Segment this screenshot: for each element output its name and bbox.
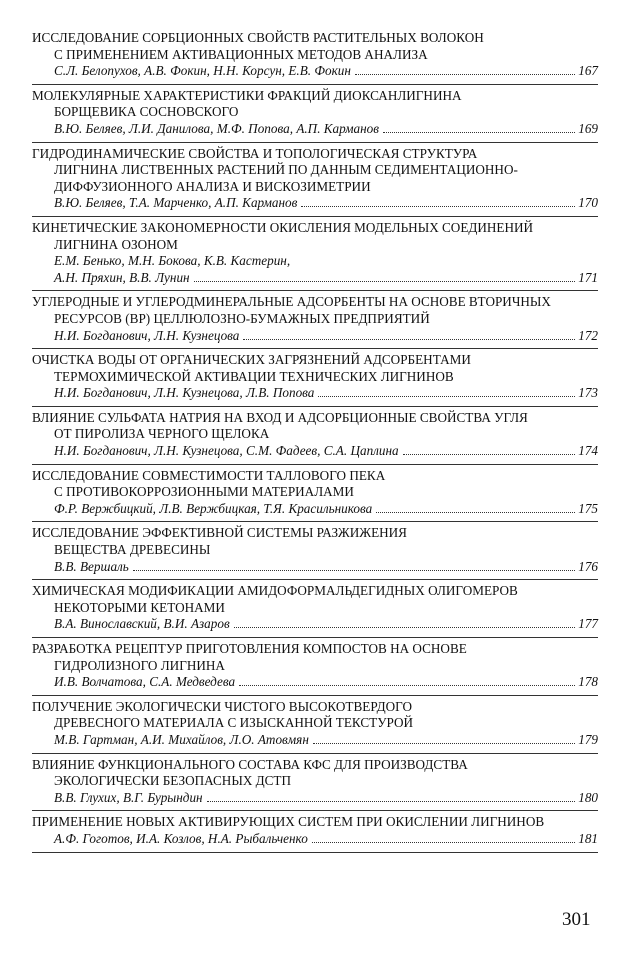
- table-of-contents: [32, 27, 598, 853]
- entry-title-line: НЕКОТОРЫМИ КЕТОНАМИ: [54, 599, 225, 615]
- dot-leader: [301, 205, 575, 207]
- entry-title: [32, 525, 598, 558]
- entry-title-line: ЛИГНИНА ЛИСТВЕННЫХ РАСТЕНИЙ ПО ДАННЫМ СЕДИМЕНТАЦИОННО-: [54, 162, 518, 178]
- entry-title-line: ОТ ПИРОЛИЗА ЧЕРНОГО ЩЕЛОКА: [54, 426, 270, 442]
- entry-page-number: 177: [578, 616, 598, 632]
- entry-page-number: 176: [578, 558, 598, 574]
- entry-title-line: ИССЛЕДОВАНИЕ СОВМЕСТИМОСТИ ТАЛЛОВОГО ПЕКА: [32, 467, 386, 483]
- entry-authors: Е.М. Бенько, М.Н. Бокова, К.В. Кастерин,: [54, 253, 291, 269]
- entry-title: [32, 220, 598, 253]
- toc-entry: [32, 754, 598, 812]
- entry-title: [32, 757, 598, 790]
- entry-page-number: 181: [578, 830, 598, 846]
- entry-authors: А.Н. Пряхин, В.В. Лунин: [54, 269, 190, 285]
- entry-authors: В.В. Глухих, В.Г. Бурындин: [54, 789, 203, 805]
- dot-leader: [318, 395, 575, 397]
- entry-page-number: 173: [578, 385, 598, 401]
- dot-leader: [313, 742, 575, 744]
- entry-page-number: 175: [578, 500, 598, 516]
- entry-title-line: ВЕЩЕСТВА ДРЕВЕСИНЫ: [54, 542, 211, 558]
- entry-authors: С.Л. Белопухов, А.В. Фокин, Н.Н. Корсун, Е.В. Фокин: [54, 63, 351, 79]
- entry-title: [32, 468, 598, 501]
- entry-title-line: ИССЛЕДОВАНИЕ ЭФФЕКТИВНОЙ СИСТЕМЫ РАЗЖИЖЕНИЯ: [32, 525, 407, 541]
- entry-title-line: ТЕРМОХИМИЧЕСКОЙ АКТИВАЦИИ ТЕХНИЧЕСКИХ ЛИГНИНОВ: [54, 368, 454, 384]
- toc-entry: [32, 27, 598, 85]
- entry-page-number: 167: [578, 63, 598, 79]
- toc-entry: [32, 217, 598, 291]
- entry-title: [32, 88, 598, 121]
- entry-title-line: ХИМИЧЕСКАЯ МОДИФИКАЦИИ АМИДОФОРМАЛЬДЕГИДНЫХ ОЛИГОМЕРОВ: [32, 583, 518, 599]
- dot-leader: [355, 73, 575, 75]
- toc-entry: [32, 696, 598, 754]
- entry-title: [32, 294, 598, 327]
- entry-title-line: ГИДРОДИНАМИЧЕСКИЕ СВОЙСТВА И ТОПОЛОГИЧЕСКАЯ СТРУКТУРА: [32, 145, 478, 161]
- entry-authors: В.Ю. Беляев, Т.А. Марченко, А.П. Карманов: [54, 195, 298, 211]
- dot-leader: [239, 684, 575, 686]
- dot-leader: [194, 280, 576, 282]
- entry-title-line: ВЛИЯНИЕ СУЛЬФАТА НАТРИЯ НА ВХОД И АДСОРБЦИОННЫЕ СВОЙСТВА УГЛЯ: [32, 409, 528, 425]
- entry-authors: А.Ф. Гоготов, И.А. Козлов, Н.А. Рыбальченко: [54, 830, 308, 846]
- dot-leader: [133, 569, 575, 571]
- toc-entry: [32, 407, 598, 465]
- entry-page-number: 180: [578, 789, 598, 805]
- entry-title-line: С ПРИМЕНЕНИЕМ АКТИВАЦИОННЫХ МЕТОДОВ АНАЛИЗА: [54, 46, 428, 62]
- toc-entry: [32, 522, 598, 580]
- entry-authors: И.В. Волчатова, С.А. Медведева: [54, 674, 236, 690]
- dot-leader: [243, 338, 575, 340]
- dot-leader: [312, 841, 575, 843]
- toc-entry: [32, 580, 598, 638]
- entry-title: [32, 583, 598, 616]
- entry-page-number: 178: [578, 674, 598, 690]
- dot-leader: [403, 453, 576, 455]
- toc-entry: [32, 811, 598, 852]
- entry-title-line: УГЛЕРОДНЫЕ И УГЛЕРОДМИНЕРАЛЬНЫЕ АДСОРБЕНТЫ НА ОСНОВЕ ВТОРИЧНЫХ: [32, 294, 551, 310]
- entry-authors: В.Ю. Беляев, Л.И. Данилова, М.Ф. Попова, А.П. Карманов: [54, 120, 379, 136]
- entry-title-line: ИССЛЕДОВАНИЕ СОРБЦИОННЫХ СВОЙСТВ РАСТИТЕЛЬНЫХ ВОЛОКОН: [32, 30, 484, 45]
- dot-leader: [207, 800, 576, 802]
- page-number: 301: [562, 909, 591, 930]
- entry-authors: Н.И. Богданович, Л.Н. Кузнецова, Л.В. Попова: [54, 385, 315, 401]
- entry-title: [32, 410, 598, 443]
- entry-page-number: 171: [578, 269, 598, 285]
- entry-authors: В.В. Вершаль: [54, 558, 129, 574]
- toc-entry: [32, 349, 598, 407]
- toc-entry: [32, 85, 598, 143]
- entry-page-number: 172: [578, 327, 598, 343]
- entry-title-line: БОРЩЕВИКА СОСНОВСКОГО: [54, 104, 239, 120]
- entry-title-line: ПОЛУЧЕНИЕ ЭКОЛОГИЧЕСКИ ЧИСТОГО ВЫСОКОТВЕРДОГО: [32, 698, 412, 714]
- entry-title-line: МОЛЕКУЛЯРНЫЕ ХАРАКТЕРИСТИКИ ФРАКЦИЙ ДИОКСАНЛИГНИНА: [32, 87, 462, 103]
- entry-authors: В.А. Винославский, В.И. Азаров: [54, 616, 230, 632]
- entry-title: [32, 30, 598, 63]
- entry-authors: Н.И. Богданович, Л.Н. Кузнецова, С.М. Фадеев, С.А. Цаплина: [54, 443, 399, 459]
- entry-title: [32, 641, 598, 674]
- entry-title-line: ВЛИЯНИЕ ФУНКЦИОНАЛЬНОГО СОСТАВА КФС ДЛЯ ПРОИЗВОДСТВА: [32, 756, 468, 772]
- dot-leader: [383, 131, 575, 133]
- entry-title-line: С ПРОТИВОКОРРОЗИОННЫМИ МАТЕРИАЛАМИ: [54, 484, 354, 500]
- entry-title: [32, 699, 598, 732]
- entry-authors: Ф.Р. Вержбицкий, Л.В. Вержбицкая, Т.Я. Красильникова: [54, 500, 373, 516]
- toc-entry: [32, 291, 598, 349]
- toc-entry: [32, 638, 598, 696]
- entry-page-number: 170: [578, 195, 598, 211]
- entry-title-line: ДИФФУЗИОННОГО АНАЛИЗА И ВИСКОЗИМЕТРИИ: [54, 178, 371, 194]
- entry-title-line: ЭКОЛОГИЧЕСКИ БЕЗОПАСНЫХ ДСТП: [54, 773, 292, 789]
- entry-page-number: 169: [578, 120, 598, 136]
- entry-title-line: ДРЕВЕСНОГО МАТЕРИАЛА С ИЗЫСКАННОЙ ТЕКСТУРОЙ: [54, 715, 414, 731]
- entry-title-line: ОЧИСТКА ВОДЫ ОТ ОРГАНИЧЕСКИХ ЗАГРЯЗНЕНИЙ АДСОРБЕНТАМИ: [32, 352, 471, 368]
- entry-title: [32, 814, 598, 831]
- entry-title-line: ПРИМЕНЕНИЕ НОВЫХ АКТИВИРУЮЩИХ СИСТЕМ ПРИ ОКИСЛЕНИИ ЛИГНИНОВ: [32, 814, 545, 830]
- dot-leader: [376, 511, 575, 513]
- entry-title-line: ЛИГНИНА ОЗОНОМ: [54, 236, 178, 252]
- entry-authors: М.В. Гартман, А.И. Михайлов, Л.О. Атовмян: [54, 731, 309, 747]
- entry-title: [32, 146, 598, 196]
- entry-authors: Н.И. Богданович, Л.Н. Кузнецова: [54, 327, 240, 343]
- entry-page-number: 179: [578, 731, 598, 747]
- toc-entry: [32, 143, 598, 217]
- entry-title-line: РАЗРАБОТКА РЕЦЕПТУР ПРИГОТОВЛЕНИЯ КОМПОСТОВ НА ОСНОВЕ: [32, 641, 467, 656]
- entry-title-line: КИНЕТИЧЕСКИЕ ЗАКОНОМЕРНОСТИ ОКИСЛЕНИЯ МОДЕЛЬНЫХ СОЕДИНЕНИЙ: [32, 219, 534, 235]
- toc-entry: [32, 465, 598, 523]
- entry-title-line: ГИДРОЛИЗНОГО ЛИГНИНА: [54, 657, 225, 673]
- entry-page-number: 174: [578, 443, 598, 459]
- entry-title: [32, 352, 598, 385]
- entry-title-line: РЕСУРСОВ (ВР) ЦЕЛЛЮЛОЗНО-БУМАЖНЫХ ПРЕДПРИЯТИЙ: [54, 310, 430, 326]
- dot-leader: [234, 626, 576, 628]
